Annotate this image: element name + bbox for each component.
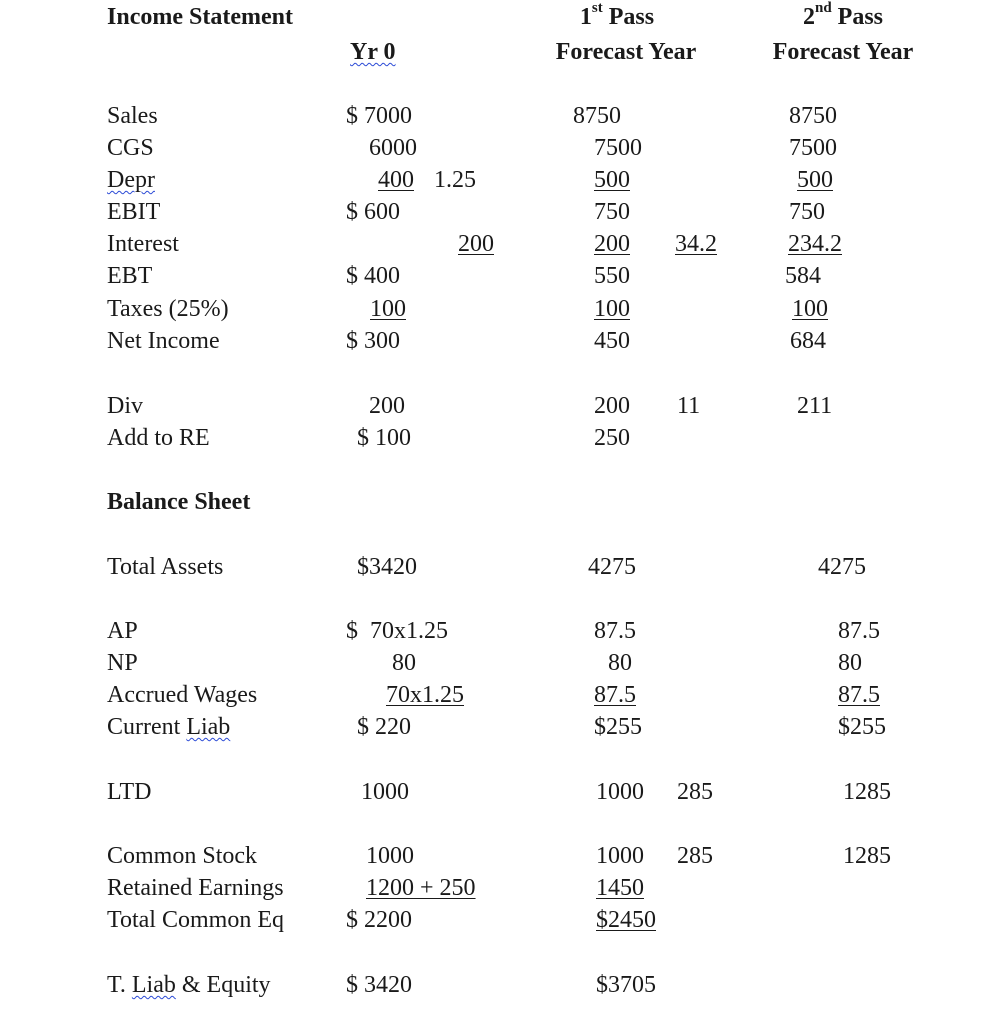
label-total-common-eq: Total Common Eq xyxy=(107,907,284,933)
yr0-common-stock: 1000 xyxy=(366,843,414,869)
yr0-ebt: $ 400 xyxy=(346,263,400,289)
yr0-interest xyxy=(434,230,494,258)
pass1-sales: 8750 xyxy=(573,103,621,129)
label-ebt: EBT xyxy=(107,263,153,289)
label-accrued-wages: Accrued Wages xyxy=(107,682,258,708)
label-total-liab-equity: T. Liab & Equity xyxy=(107,972,271,998)
label-depr: Depr xyxy=(107,167,155,193)
pass2-accrued-wages: 87.5 xyxy=(838,682,880,708)
pass1-current-liab: $255 xyxy=(594,714,642,740)
pass2-ap: 87.5 xyxy=(838,618,880,644)
pass1-np: 80 xyxy=(608,650,632,676)
label-retained-earnings: Retained Earnings xyxy=(107,875,284,901)
yr0-taxes xyxy=(352,295,408,323)
pass2-interest xyxy=(758,230,842,258)
pass1-total-liab-equity: $3705 xyxy=(596,972,656,998)
pass2-depr: 500 xyxy=(797,167,833,193)
yr0-total-liab-equity: $ 3420 xyxy=(346,972,412,998)
pass2-net-income: 684 xyxy=(790,328,826,354)
label-common-stock: Common Stock xyxy=(107,843,258,869)
yr0-sales: $ 7000 xyxy=(346,103,412,129)
pass1-ebt: 550 xyxy=(594,263,630,289)
label-current-liab: Current Liab xyxy=(107,714,231,740)
pass2-header-line1: 2nd Pass xyxy=(802,0,884,30)
pass1-interest: 200 xyxy=(594,231,630,257)
label-np: NP xyxy=(107,650,138,676)
yr0-ap: $ 70x1.25 xyxy=(346,618,448,644)
yr0-current-liab: $ 220 xyxy=(357,714,411,740)
yr0-accrued-wages-value: 70x1.25 xyxy=(386,682,464,708)
pass1-div: 200 xyxy=(594,393,630,419)
pass1-depr: 500 xyxy=(594,167,630,193)
yr0-total-common-eq: $ 2200 xyxy=(346,907,412,933)
pass2-current-liab: $255 xyxy=(838,714,886,740)
income-statement-title: Income Statement xyxy=(107,4,293,30)
pass2-np: 80 xyxy=(838,650,862,676)
pass1-header-line2: Forecast Year xyxy=(555,39,697,65)
yr0-np: 80 xyxy=(392,650,416,676)
pass1-common-stock: 1000 xyxy=(596,843,644,869)
pass1-common-stock-note: 285 xyxy=(677,843,713,869)
yr0-accrued-wages xyxy=(365,681,464,709)
yr0-cgs: 6000 xyxy=(369,135,417,161)
label-interest: Interest xyxy=(107,231,179,257)
pass1-retained-earnings: 1450 xyxy=(596,875,644,901)
yr0-add-re: $ 100 xyxy=(357,425,411,451)
label-ebit: EBIT xyxy=(107,199,161,225)
pass2-common-stock: 1285 xyxy=(843,843,891,869)
pass1-ebit: 750 xyxy=(594,199,630,225)
label-sales: Sales xyxy=(107,103,158,129)
pass2-header-line2: Forecast Year xyxy=(772,39,914,65)
pass2-taxes-value: 100 xyxy=(792,296,828,322)
yr0-interest-value: 200 xyxy=(458,231,494,257)
pass2-ltd: 1285 xyxy=(843,779,891,805)
label-add-re: Add to RE xyxy=(107,425,210,451)
pass1-accrued-wages: 87.5 xyxy=(594,682,636,708)
yr0-ebit: $ 600 xyxy=(346,199,400,225)
yr0-taxes-value: 100 xyxy=(370,296,406,322)
pass1-add-re: 250 xyxy=(594,425,630,451)
label-taxes: Taxes (25%) xyxy=(107,296,229,322)
pass1-ltd: 1000 xyxy=(596,779,644,805)
yr0-depr-value: 400 xyxy=(378,167,414,193)
yr0-depr-note: 1.25 xyxy=(434,167,476,193)
pass2-div: 211 xyxy=(797,393,833,419)
label-total-assets: Total Assets xyxy=(107,554,224,580)
pass1-net-income: 450 xyxy=(594,328,630,354)
yr0-depr xyxy=(340,166,420,194)
yr0-div: 200 xyxy=(369,393,405,419)
pass1-ltd-note: 285 xyxy=(677,779,713,805)
pass2-cgs: 7500 xyxy=(789,135,837,161)
yr0-header xyxy=(350,38,396,66)
yr0-word: Yr 0 xyxy=(350,39,396,65)
pass1-div-note: 11 xyxy=(677,393,701,419)
yr0-net-income: $ 300 xyxy=(346,328,400,354)
label-ltd: LTD xyxy=(107,779,152,805)
pass2-taxes xyxy=(758,295,830,323)
pass1-total-assets: 4275 xyxy=(588,554,636,580)
pass1-taxes: 100 xyxy=(594,296,630,322)
pass2-total-assets: 4275 xyxy=(818,554,866,580)
label-cgs: CGS xyxy=(107,135,154,161)
pass1-header-line1: 1st Pass xyxy=(579,0,655,30)
yr0-ltd: 1000 xyxy=(361,779,409,805)
balance-sheet-title: Balance Sheet xyxy=(107,489,251,515)
pass1-total-common-eq: $2450 xyxy=(596,907,656,933)
pass2-ebt: 584 xyxy=(785,263,821,289)
pass2-interest-value: 234.2 xyxy=(788,231,842,257)
label-net-income: Net Income xyxy=(107,328,220,354)
pass2-ebit: 750 xyxy=(789,199,825,225)
pass2-sales: 8750 xyxy=(789,103,837,129)
pass1-interest-note: 34.2 xyxy=(675,231,717,257)
label-ap: AP xyxy=(107,618,138,644)
pass1-cgs: 7500 xyxy=(594,135,642,161)
yr0-retained-earnings: 1200 + 250 xyxy=(366,875,476,901)
yr0-total-assets: $3420 xyxy=(357,554,417,580)
label-div: Div xyxy=(107,393,143,419)
pass1-ap: 87.5 xyxy=(594,618,636,644)
